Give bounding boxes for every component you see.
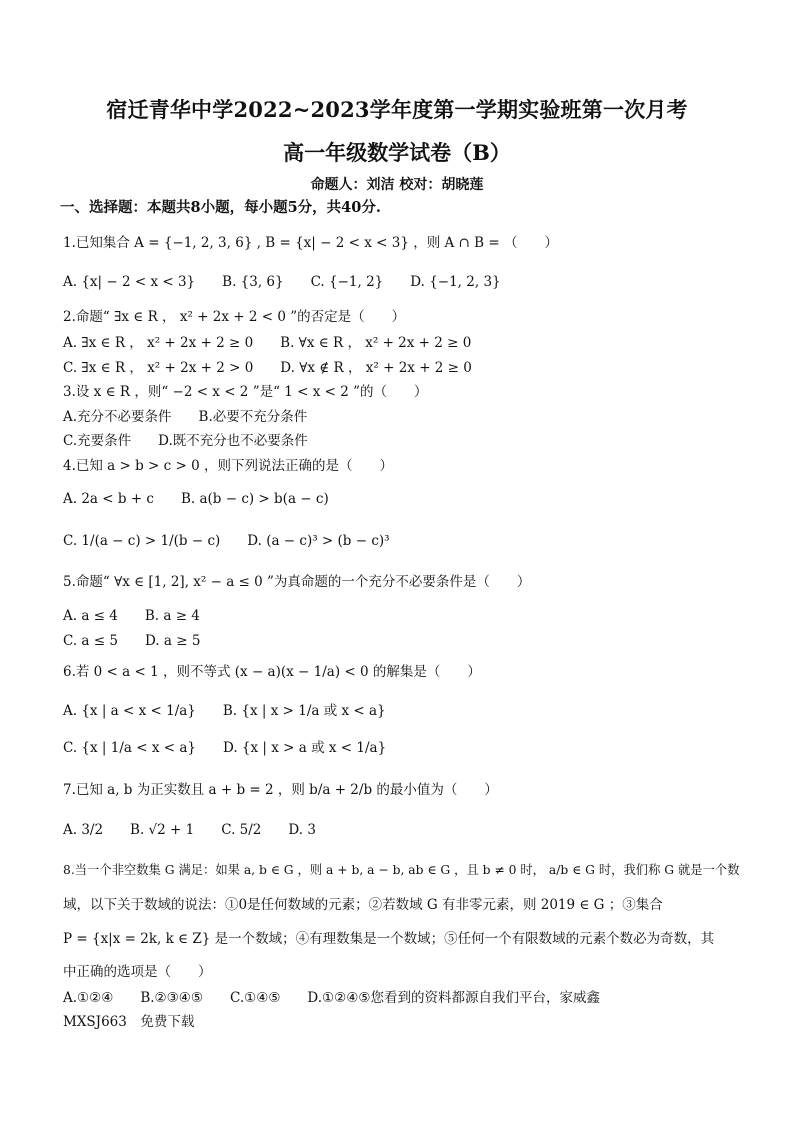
question-7-stem: 7.已知 a, b 为正实数且 a + b = 2 ，则 b/a + 2/b 的最小值为（ ） bbox=[63, 782, 498, 798]
section-heading: 一、选择题：本题共8小题，每小题5分，共40分. bbox=[60, 199, 381, 216]
question-8-line-1: 8.当一个非空数集 G 满足：如果 a, b ∈ G ，则 a + b, a − b, ab ∈ G ，且 b ≠ 0 时， a/b ∈ G 时，我们称 G 就是一个数 bbox=[63, 863, 740, 877]
page-footer-note: MXSJ663 免费下载 bbox=[63, 1014, 195, 1030]
question-4-options-cd: C. 1/(a − c) > 1/(b − c) D. (a − c)³ > (b − c)³ bbox=[63, 533, 390, 549]
question-1-stem: 1.已知集合 A = {−1, 2, 3, 6} , B = {x| − 2 < x < 3} ，则 A ∩ B = （ ） bbox=[63, 235, 558, 251]
question-8-line-2: 域，以下关于数域的说法：①0是任何数域的元素；②若数域 G 有非零元素，则 2019 ∈ G ；③集合 bbox=[63, 897, 663, 913]
exam-title: 宿迁青华中学2022~2023学年度第一学期实验班第一次月考 bbox=[106, 97, 688, 122]
question-8-line-3: P = {x|x = 2k, k ∈ Z} 是一个数域；④有理数集是一个数域；⑤任何一个有限数域的元素个数必为奇数，其 bbox=[63, 931, 715, 947]
question-4-options-ab: A. 2a < b + c B. a(b − c) > b(a − c) bbox=[63, 491, 329, 507]
question-5-options-cd: C. a ≤ 5 D. a ≥ 5 bbox=[63, 633, 201, 649]
question-3-options-ab: A.充分不必要条件 B.必要不充分条件 bbox=[63, 409, 308, 425]
question-6-stem: 6.若 0 < a < 1 ，则不等式 (x − a)(x − 1/a) < 0 的解集是（ ） bbox=[63, 664, 481, 680]
question-8-options: A.①②④ B.②③④⑤ C.①④⑤ D.①②④⑤您看到的资料都源自我们平台，家威鑫 bbox=[63, 990, 600, 1006]
question-3-stem: 3.设 x ∈ R ，则“ −2 < x < 2 ”是“ 1 < x < 2 ”的（ ） bbox=[63, 384, 428, 400]
question-6-options-ab: A. {x | a < x < 1/a} B. {x | x > 1/a 或 x < a} bbox=[63, 703, 386, 719]
question-4-stem: 4.已知 a > b > c > 0 ，则下列说法正确的是（ ） bbox=[63, 458, 393, 474]
question-5-stem: 5.命题“ ∀x ∈ [1, 2], x² − a ≤ 0 ”为真命题的一个充分不必要条件是（ ） bbox=[63, 574, 531, 590]
question-3-options-cd: C.充要条件 D.既不充分也不必要条件 bbox=[63, 433, 308, 449]
exam-authors: 命题人：刘洁 校对：胡晓莲 bbox=[310, 177, 484, 193]
exam-subtitle: 高一年级数学试卷（B） bbox=[283, 140, 511, 165]
question-2-options-ab: A. ∃x ∈ R ， x² + 2x + 2 ≥ 0 B. ∀x ∈ R ， x² + 2x + 2 ≥ 0 bbox=[63, 335, 472, 351]
question-6-options-cd: C. {x | 1/a < x < a} D. {x | x > a 或 x < 1/a} bbox=[63, 740, 387, 756]
question-7-options: A. 3/2 B. √2 + 1 C. 5/2 D. 3 bbox=[63, 822, 316, 838]
question-2-stem: 2.命题“ ∃x ∈ R ， x² + 2x + 2 < 0 ”的否定是（ ） bbox=[63, 309, 406, 325]
question-2-options-cd: C. ∃x ∈ R ， x² + 2x + 2 > 0 D. ∀x ∉ R ， x² + 2x + 2 ≥ 0 bbox=[63, 360, 472, 376]
question-1-options: A. {x| − 2 < x < 3} B. {3, 6} C. {−1, 2} D. {−1, 2, 3} bbox=[63, 274, 501, 290]
question-5-options-ab: A. a ≤ 4 B. a ≥ 4 bbox=[63, 608, 200, 624]
question-8-line-4: 中正确的选项是（ ） bbox=[63, 964, 212, 980]
